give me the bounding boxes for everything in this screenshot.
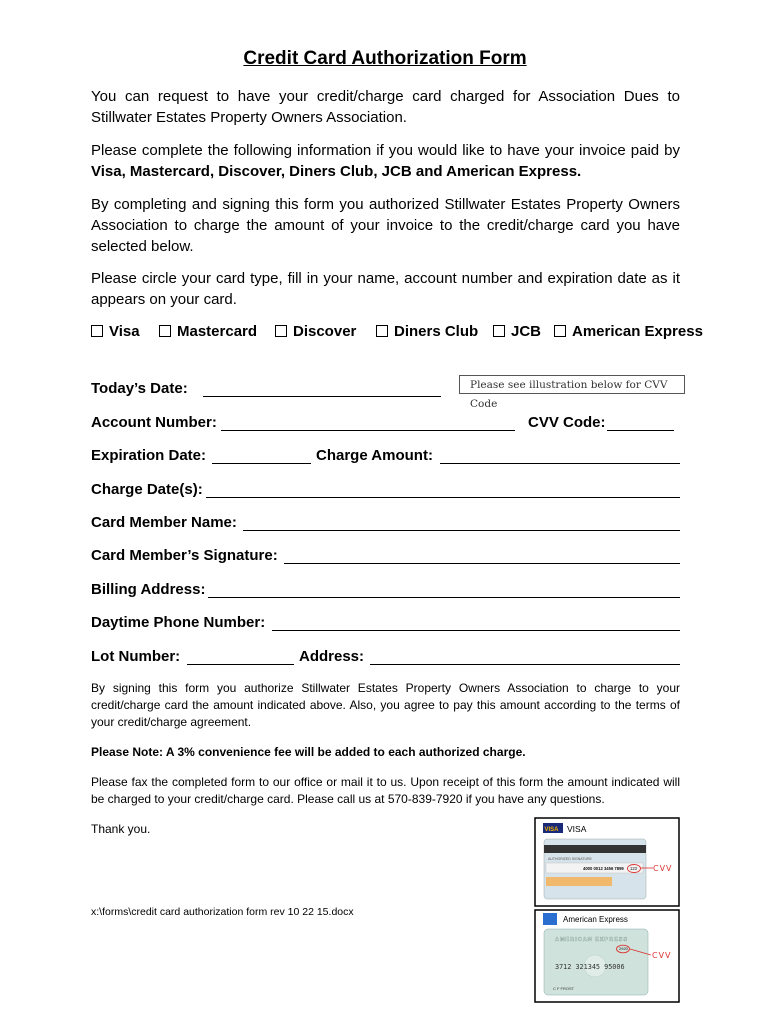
amex-cvv-digits: 2920 [619, 946, 628, 951]
account-number-label: Account Number: [91, 414, 217, 431]
checkbox[interactable] [91, 325, 103, 337]
charge-amount-input[interactable] [440, 463, 680, 464]
expiration-date-input[interactable] [212, 463, 311, 464]
document-path: x:\forms\credit card authorization form rev 10 22 15.docx [91, 906, 354, 918]
cvv-note-box: Please see illustration below for CVV Code [459, 375, 685, 394]
card-option-label: American Express [572, 323, 703, 340]
charge-dates-label: Charge Date(s): [91, 481, 203, 498]
amex-card-number: 3712 321345 95006 [555, 963, 625, 971]
card-member-name-label: Card Member Name: [91, 514, 237, 531]
account-number-input[interactable] [221, 430, 515, 431]
visa-cvv-digits: 123 [630, 866, 637, 871]
lot-number-label: Lot Number: [91, 648, 181, 665]
checkbox[interactable] [159, 325, 171, 337]
checkbox[interactable] [493, 325, 505, 337]
checkbox[interactable] [376, 325, 388, 337]
card-option-label: Visa [109, 323, 140, 340]
billing-address-input[interactable] [208, 597, 680, 598]
expiration-date-label: Expiration Date: [91, 447, 207, 464]
todays-date-label: Today’s Date: [91, 380, 188, 397]
lot-number-input[interactable] [187, 664, 294, 665]
card-member-name-input[interactable] [243, 530, 680, 531]
intro-paragraph-2 [91, 140, 680, 182]
charge-amount-label: Charge Amount: [316, 447, 433, 464]
card-option-label: Diners Club [394, 323, 479, 340]
cvv-code-input[interactable] [607, 430, 674, 431]
visa-heading: VISA [567, 824, 587, 834]
cvv-illustration [535, 818, 679, 1002]
intro-paragraph-4: Please circle your card type, fill in your name, account number and expiration date as it appears on your card. [91, 270, 680, 308]
todays-date-input[interactable] [203, 396, 441, 397]
authorization-text: By signing this form you authorize Stillwater Estates Property Owners Association to charge to your credit/charge card the amount indicated above. Also, you agree to pay this amount according to the terms of your credit/charge agreement. [91, 681, 680, 729]
amex-cvv-label: CVV [652, 951, 672, 960]
daytime-phone-input[interactable] [272, 630, 680, 631]
amex-card-header: AMERICAN EXPRESS [555, 937, 629, 943]
card-option-label: Mastercard [177, 323, 258, 340]
card-option-discover[interactable] [275, 323, 356, 340]
checkbox[interactable] [275, 325, 287, 337]
daytime-phone-label: Daytime Phone Number: [91, 614, 266, 631]
fax-instructions: Please fax the completed form to our office or mail it to us. Upon receipt of this form the amount indicated will be charged to your credit/charge card. Please call us at 570-839-7920 if you have any questions. [91, 775, 680, 806]
card-option-mastercard[interactable] [159, 323, 257, 340]
magnetic-stripe [544, 845, 646, 853]
thank-you: Thank you. [91, 822, 151, 836]
page-title: Credit Card Authorization Form [243, 48, 527, 69]
intro-paragraph-2-text: Please complete the following information if you would like to have your invoice paid by [91, 142, 680, 159]
visa-cvv-label: CVV [653, 864, 673, 873]
amex-cardholder-name: C F FROST [553, 986, 575, 991]
address-input[interactable] [370, 664, 680, 665]
intro-paragraph-3: By completing and signing this form you authorized Stillwater Estates Property Owners Association to charge the amount of your invoice to the credit/charge card you have selected below. [91, 196, 680, 255]
card-member-signature-label: Card Member’s Signature: [91, 547, 278, 564]
card-option-label: JCB [511, 323, 542, 340]
visa-card-band [546, 877, 612, 886]
amex-heading: American Express [563, 915, 628, 924]
intro-paragraph-2-cards: Visa, Mastercard, Discover, Diners Club, JCB and American Express. [91, 163, 582, 180]
charge-dates-input[interactable] [206, 497, 680, 498]
card-member-signature-input[interactable] [284, 563, 680, 564]
intro-paragraph-1: You can request to have your credit/charge card charged for Association Dues to Stillwater Estates Property Owners Association. [91, 88, 680, 126]
visa-logo-text: VISA [544, 827, 559, 833]
amex-logo-icon [543, 913, 557, 925]
convenience-fee-note: Please Note: A 3% convenience fee will be added to each authorized charge. [91, 745, 526, 759]
card-option-diners-club[interactable] [376, 323, 478, 340]
visa-card-number: 4000 0012 3456 7899 [583, 866, 624, 871]
cvv-code-label: CVV Code: [528, 414, 606, 431]
card-option-american-express[interactable] [554, 323, 703, 340]
billing-address-label: Billing Address: [91, 581, 206, 598]
card-option-visa[interactable] [91, 323, 140, 340]
visa-signature-header: AUTHORIZED SIGNATURE [548, 857, 592, 861]
checkbox[interactable] [554, 325, 566, 337]
card-option-label: Discover [293, 323, 357, 340]
card-option-jcb[interactable] [493, 323, 541, 340]
address-label: Address: [299, 648, 365, 665]
